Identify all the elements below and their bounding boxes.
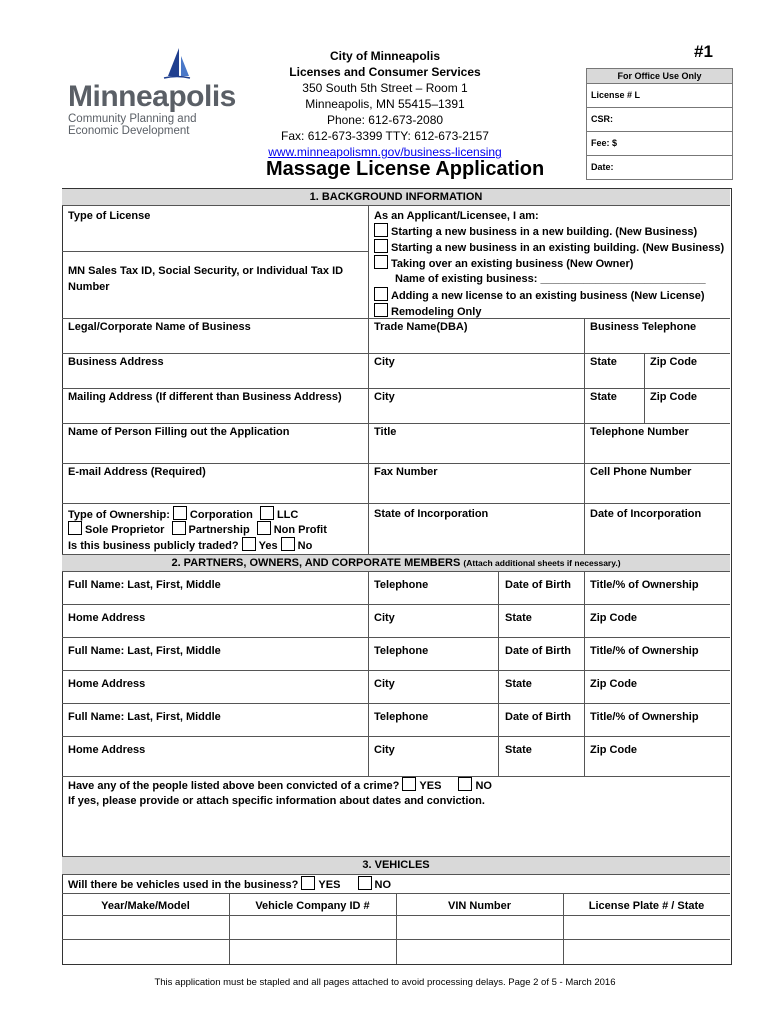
office-fee: Fee: $ <box>587 132 732 156</box>
existing-business-name-field[interactable]: Name of existing business: ___________________________ <box>395 273 706 285</box>
mailing-zip-label: Zip Code <box>650 391 698 403</box>
member2-title-label: Title/% of Ownership <box>590 645 699 657</box>
page-title: Massage License Application <box>266 158 545 180</box>
sole-proprietor-checkbox[interactable] <box>68 521 82 535</box>
office-csr: CSR: <box>587 108 732 132</box>
publicly-traded-row: Is this business publicly traded? Yes No <box>68 537 312 554</box>
vehicle-col-vin: VIN Number <box>448 900 511 912</box>
member3-title-label: Title/% of Ownership <box>590 711 699 723</box>
tax-id-label: MN Sales Tax ID, Social Security, or Individual Tax ID Number <box>68 265 344 293</box>
corporation-checkbox[interactable] <box>173 506 187 520</box>
option-remodeling[interactable]: Remodeling Only <box>374 303 481 320</box>
adding-license-checkbox[interactable] <box>374 287 388 301</box>
mailing-state-label: State <box>590 391 617 403</box>
ownership-type-row: Type of Ownership: Corporation LLC <box>68 506 298 523</box>
vehicle-col-year: Year/Make/Model <box>101 900 190 912</box>
legal-name-label: Legal/Corporate Name of Business <box>68 321 251 333</box>
logo-wordmark: Minneapolis <box>68 80 236 113</box>
publicly-traded-yes-checkbox[interactable] <box>242 537 256 551</box>
telephone-number-label: Telephone Number <box>590 426 689 438</box>
convicted-yes-checkbox[interactable] <box>402 777 416 791</box>
fax-label: Fax Number <box>374 466 438 478</box>
office-use-box <box>586 68 733 180</box>
vehicles-no-checkbox[interactable] <box>358 876 372 890</box>
member2-telephone-label: Telephone <box>374 645 429 657</box>
member1-dob-label: Date of Birth <box>505 579 571 591</box>
office-date: Date: <box>591 162 614 172</box>
existing-building-checkbox[interactable] <box>374 239 388 253</box>
sailboat-icon <box>162 46 192 80</box>
email-label: E-mail Address (Required) <box>68 466 206 478</box>
member2-city-label: City <box>374 678 395 690</box>
remodeling-checkbox[interactable] <box>374 303 388 317</box>
new-building-checkbox[interactable] <box>374 223 388 237</box>
address-line-2: Minneapolis, MN 55415–1391 <box>305 97 465 111</box>
section1-heading: 1. BACKGROUND INFORMATION <box>62 189 730 205</box>
member2-zip-label: Zip Code <box>590 678 638 690</box>
office-use-title: For Office Use Only <box>587 69 732 84</box>
date-incorporation-label: Date of Incorporation <box>590 508 702 520</box>
document-number: #1 <box>694 42 713 61</box>
member3-address-label: Home Address <box>68 744 146 756</box>
non-profit-checkbox[interactable] <box>257 521 271 535</box>
cell-phone-label: Cell Phone Number <box>590 466 692 478</box>
vehicle-col-plate: License Plate # / State <box>588 900 705 912</box>
member1-title-label: Title/% of Ownership <box>590 579 699 591</box>
business-state-label: State <box>590 356 617 368</box>
page-footer: This application must be stapled and all pages attached to avoid processing delays. Page 2 of 5 - March 2016 <box>154 977 616 988</box>
logo <box>162 46 192 80</box>
convicted-question-row: Have any of the people listed above been convicted of a crime? YES NO <box>68 777 492 794</box>
applicant-intro: As an Applicant/Licensee, I am: <box>374 210 539 222</box>
mailing-address-label: Mailing Address (If different than Business Address) <box>68 391 342 403</box>
taking-over-checkbox[interactable] <box>374 255 388 269</box>
address-line-1: 350 South 5th Street – Room 1 <box>302 81 468 95</box>
vehicles-yes-checkbox[interactable] <box>301 876 315 890</box>
member1-zip-label: Zip Code <box>590 612 638 624</box>
partnership-checkbox[interactable] <box>172 521 186 535</box>
logo-subtitle: Community Planning and Economic Development <box>68 113 197 137</box>
member3-name-label: Full Name: Last, First, Middle <box>68 711 221 723</box>
state-incorporation-label: State of Incorporation <box>374 508 489 520</box>
option-adding-license[interactable]: Adding a new license to an existing business (New License) <box>374 287 705 304</box>
convicted-note: If yes, please provide or attach specific information about dates and conviction. <box>68 795 485 807</box>
business-city-label: City <box>374 356 395 368</box>
person-filling-label: Name of Person Filling out the Application <box>68 426 290 438</box>
mailing-city-label: City <box>374 391 395 403</box>
org-name: City of Minneapolis <box>329 49 440 63</box>
business-phone-label: Business Telephone <box>590 321 697 333</box>
vehicle-col-company-id: Vehicle Company ID # <box>255 900 370 912</box>
option-taking-over[interactable]: Taking over an existing business (New Owner) <box>374 255 633 272</box>
member3-dob-label: Date of Birth <box>505 711 571 723</box>
member3-zip-label: Zip Code <box>590 744 638 756</box>
publicly-traded-no-checkbox[interactable] <box>281 537 295 551</box>
member3-state-label: State <box>505 744 532 756</box>
section3-heading: 3. VEHICLES <box>62 857 730 874</box>
section2-heading: 2. PARTNERS, OWNERS, AND CORPORATE MEMBERS (Attach additional sheets if necessary.) <box>62 555 730 571</box>
title-label: Title <box>374 426 397 438</box>
member1-name-label: Full Name: Last, First, Middle <box>68 579 221 591</box>
member2-name-label: Full Name: Last, First, Middle <box>68 645 221 657</box>
member1-city-label: City <box>374 612 395 624</box>
member3-telephone-label: Telephone <box>374 711 429 723</box>
member3-city-label: City <box>374 744 395 756</box>
office-license: License # L <box>587 84 732 108</box>
member2-address-label: Home Address <box>68 678 146 690</box>
option-new-building[interactable]: Starting a new business in a new building. (New Business) <box>374 223 697 240</box>
member2-dob-label: Date of Birth <box>505 645 571 657</box>
ownership-type-row-2: Sole Proprietor Partnership Non Profit <box>68 521 327 538</box>
phone-line: Phone: 612-673-2080 <box>326 113 444 127</box>
member1-telephone-label: Telephone <box>374 579 429 591</box>
option-existing-building[interactable]: Starting a new business in an existing building. (New Business) <box>374 239 724 256</box>
member1-state-label: State <box>505 612 532 624</box>
business-zip-label: Zip Code <box>650 356 698 368</box>
member2-state-label: State <box>505 678 532 690</box>
llc-checkbox[interactable] <box>260 506 274 520</box>
dept-name: Licenses and Consumer Services <box>289 65 481 79</box>
trade-name-label: Trade Name(DBA) <box>374 321 468 333</box>
member1-address-label: Home Address <box>68 612 146 624</box>
business-address-label: Business Address <box>68 356 164 368</box>
fax-line: Fax: 612-673-3399 TTY: 612-673-2157 <box>281 129 489 143</box>
type-of-license-label: Type of License <box>68 210 151 222</box>
convicted-no-checkbox[interactable] <box>458 777 472 791</box>
vehicles-question-row: Will there be vehicles used in the business? YES NO <box>68 876 391 893</box>
website-link[interactable]: www.minneapolismn.gov/business-licensing <box>268 145 502 159</box>
section2-note: (Attach additional sheets if necessary.) <box>463 558 621 568</box>
